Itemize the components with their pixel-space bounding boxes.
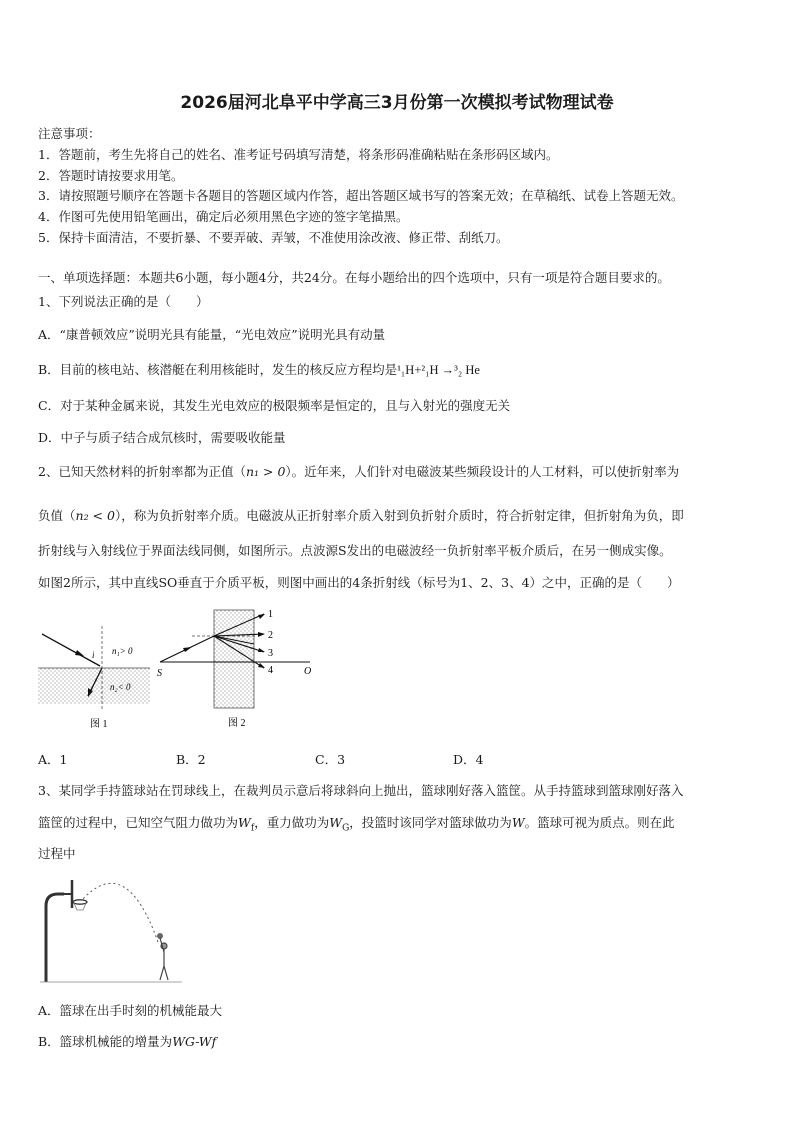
q3-wg-subscript: G bbox=[342, 823, 350, 834]
notice-item-5: 5．保持卡面清洁，不要折暴、不要弄破、弄皱，不准使用涂改液、修正带、刮纸刀。 bbox=[38, 230, 509, 245]
notice-item-3: 3．请按照题号顺序在答题卡各题目的答题区域内作答，超出答题区域书写的答案无效；在草稿纸、试卷上答题无效。 bbox=[38, 188, 684, 203]
q2-line-2-text-a: 负值（ bbox=[38, 508, 76, 523]
q1-option-c: C．对于某种金属来说，其发生光电效应的极限频率是恒定的，且与入射光的强度无关 bbox=[38, 398, 511, 413]
q2-option-d: D．4 bbox=[453, 752, 484, 767]
incident-ray-arrow bbox=[75, 650, 84, 656]
figure-2-caption: 图 2 bbox=[228, 718, 246, 729]
q2-figure-2 bbox=[152, 606, 322, 732]
notice-item-4: 4．作图可先使用铅笔画出，确定后必须用黑色字迹的签字笔描黑。 bbox=[38, 209, 409, 224]
q3-option-b-expression: WG-Wf bbox=[172, 1034, 217, 1049]
q2-n2-expression: n₂ < 0 bbox=[75, 508, 115, 523]
q1-option-b bbox=[38, 360, 480, 378]
q3-line-2-text-c: ，投篮时该同学对篮球做功为 bbox=[349, 815, 512, 830]
figure-1-caption: 图 1 bbox=[90, 719, 108, 730]
q1-option-b-equation: ¹₁H+²₁H →³₂ He bbox=[397, 363, 480, 377]
hoop-rim bbox=[73, 900, 87, 904]
n1-label: n₁> 0 bbox=[112, 646, 133, 656]
q1-option-b-text: B．目前的核电站、核潜艇在利用核能时，发生的核反应方程均是 bbox=[38, 362, 398, 377]
q2-line-1-text-a: 2、已知天然材料的折射率都为正值（ bbox=[38, 464, 246, 479]
q3-option-b-text: B．篮球机械能的增量为 bbox=[38, 1034, 173, 1049]
q2-line-1 bbox=[38, 462, 679, 480]
q2-line-4: 如图2所示，其中直线SO垂直于介质平板，则图中画出的4条折射线（标号为1、2、3、4）之中，正确的是（ ） bbox=[38, 575, 680, 590]
angle-i-label: i bbox=[92, 650, 95, 660]
source-s-label: S bbox=[157, 668, 162, 679]
page-title: 2026届河北阜平中学高三3月份第一次模拟考试物理试卷 bbox=[180, 93, 614, 113]
q1-option-d: D．中子与质子结合成氘核时，需要吸收能量 bbox=[38, 430, 286, 445]
negative-index-slab bbox=[214, 610, 254, 708]
q3-line-3: 过程中 bbox=[38, 846, 76, 861]
q3-line-1: 3、某同学手持篮球站在罚球线上，在裁判员示意后将球斜向上抛出，篮球刚好落入篮筐。从手持篮球到篮球刚好落入 bbox=[38, 783, 684, 798]
ball-trajectory bbox=[82, 883, 158, 942]
incident-arrow bbox=[183, 647, 192, 652]
ray-label-3: 3 bbox=[268, 648, 273, 659]
q2-line-2-text-b: ），称为负折射率介质。电磁波从正折射率介质入射到负折射介质时，符合折射定律，但折射角为负，即 bbox=[114, 508, 684, 523]
q2-option-b: B．2 bbox=[176, 752, 206, 767]
notice-item-1: 1．答题前，考生先将自己的姓名、准考证号码填写清楚，将条形码准确粘贴在条形码区域内。 bbox=[38, 147, 559, 162]
q2-n1-expression: n₁ > 0 bbox=[245, 464, 286, 479]
q3-option-a: A．篮球在出手时刻的机械能最大 bbox=[38, 1003, 223, 1018]
q3-line-2-text-a: 篮筐的过程中，已知空气阻力做功为 bbox=[38, 815, 239, 830]
ray-4-arrow bbox=[258, 663, 265, 668]
q1-stem: 1、下列说法正确的是（ ） bbox=[38, 294, 209, 309]
notice-heading: 注意事项： bbox=[38, 126, 101, 141]
q2-line-2 bbox=[38, 506, 684, 524]
ray-label-4: 4 bbox=[268, 665, 273, 676]
q3-wf-symbol: W bbox=[238, 815, 251, 830]
q2-option-a: A．1 bbox=[38, 752, 68, 767]
ray-3-arrow bbox=[258, 648, 265, 652]
q3-w-symbol: W bbox=[511, 815, 525, 830]
section-heading: 一、单项选择题：本题共6小题，每小题4分，共24分。在每小题给出的四个选项中，只有一项是符合题目要求的。 bbox=[38, 270, 670, 285]
q3-wf-subscript: f bbox=[250, 823, 255, 834]
q2-options bbox=[38, 750, 538, 768]
q2-line-1-text-b: ）。近年来，人们针对电磁波某些频段设计的人工材料，可以使折射率为 bbox=[285, 464, 680, 479]
ray-label-1: 1 bbox=[268, 609, 273, 620]
q2-option-c: C．3 bbox=[315, 752, 346, 767]
q1-option-a: A．“康普顿效应”说明光具有能量，“光电效应”说明光具有动量 bbox=[38, 327, 386, 342]
q2-figure-1 bbox=[36, 620, 156, 732]
n2-label: n₂< 0 bbox=[110, 682, 131, 692]
notice-item-2: 2．答题时请按要求用笔。 bbox=[38, 168, 184, 183]
point-o-label: O bbox=[304, 666, 312, 677]
q3-option-b bbox=[38, 1032, 216, 1050]
q3-line-2-text-d: 。篮球可视为质点。则在此 bbox=[524, 815, 675, 830]
q3-line-2 bbox=[38, 813, 675, 834]
ray-1-arrow bbox=[258, 614, 265, 619]
negative-index-medium bbox=[38, 668, 150, 704]
q3-wg-symbol: W bbox=[329, 815, 343, 830]
q3-line-2-text-b: ，重力做功为 bbox=[254, 815, 330, 830]
ray-label-2: 2 bbox=[268, 630, 273, 641]
hoop-pole bbox=[46, 894, 64, 982]
q3-basketball-figure bbox=[36, 874, 186, 984]
player-icon bbox=[160, 938, 168, 980]
q2-line-3: 折射线与入射线位于界面法线同侧，如图所示。点波源S发出的电磁波经一负折射率平板介质后，在另一侧成实像。 bbox=[38, 543, 672, 558]
